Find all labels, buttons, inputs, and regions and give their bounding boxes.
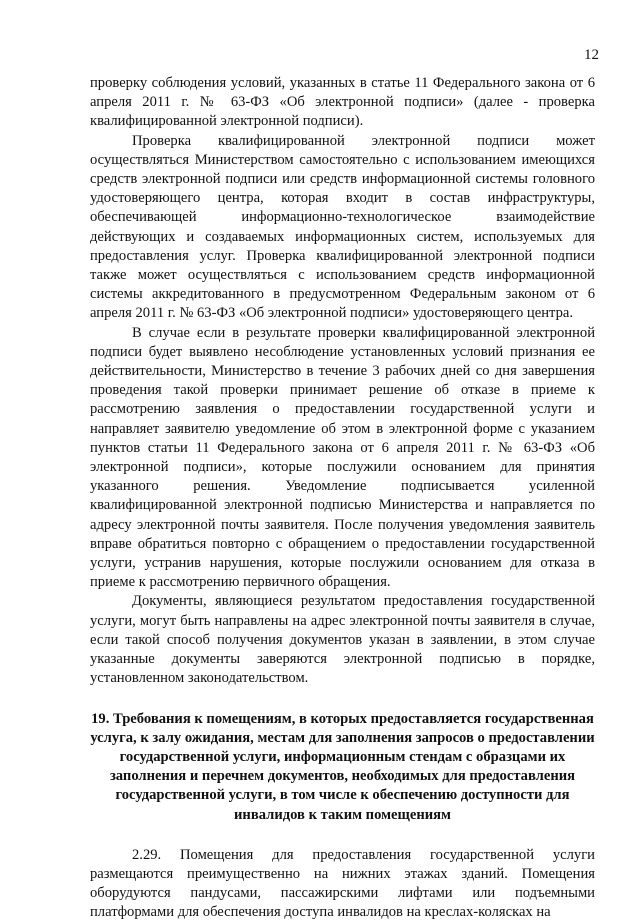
- paragraph-signature-verification: Проверка квалифицированной электронной подписи может осуществляться Министерством самостоятельно с использованием имеющихся средств электронной подписи или средств информационной системы головного удостоверяющего центра, которая входит в состав инфраструктуры, обеспечивающей информационно-технологическое взаимодействие действующих и создаваемых информационных систем, используемых для предоставления услуг. Проверка квалифицированной электронной подписи также может осуществляться с использованием средств информационной системы аккредитованного в предусмотренном Федеральным законом от 6 апреля 2011 г. № 63-ФЗ «Об электронной подписи» удостоверяющего центра.: [90, 132, 595, 322]
- paragraph-refusal-notice: В случае если в результате проверки квалифицированной электронной подписи будет выявлено несоблюдение установленных условий признания ее действительности, Министерство в течение 3 рабочих дней со дня завершения проведения такой проверки принимает решение об отказе в приеме к рассмотрению заявления о предоставлении государственной услуги и направляет заявителю уведомление об этом в электронной форме с указанием пунктов статьи 11 Федерального закона от 6 апреля 2011 г. № 63-ФЗ «Об электронной подписи», которые послужили основанием для принятия указанного решения. Уведомление подписывается усиленной квалифицированной электронной подписью Министерства и направляется по адресу электронной почты заявителя. После получения уведомления заявитель вправе обратиться повторно с обращением о предоставлении государственной услуги, устранив нарушения, которые послужили основанием для отказа в приеме к рассмотрению первичного обращения.: [90, 324, 595, 591]
- paragraph-2-29: 2.29. Помещения для предоставления государственной услуги размещаются преимущественно на нижних этажах зданий. Помещения оборудуются пандусами, пассажирскими лифтами или подъемными платформами для обеспечения доступа инвалидов на креслах-колясках на: [90, 846, 595, 921]
- paragraph-result-documents: Документы, являющиеся результатом предоставления государственной услуги, могут быть направлены на адрес электронной почты заявителя в случае, если такой способ получения документов указан в заявлении, в этом случае указанные документы заверяются электронной подписью в порядке, установленном законодательством.: [90, 593, 595, 687]
- page-number: 12: [584, 47, 599, 63]
- section-heading-19: 19. Требования к помещениям, в которых предоставляется государственная услуга, к залу ожидания, местам для заполнения запросов о предоставлении государственной услуги, информационным стендам с образцами их заполнения и перечнем документов, необходимых для предоставления государственной услуги, в том числе к обеспечению доступности для инвалидов к таким помещениям: [90, 710, 595, 823]
- paragraph-continuation: проверку соблюдения условий, указанных в статье 11 Федерального закона от 6 апреля 2011 г. № 63-ФЗ «Об электронной подписи» (далее - проверка квалифицированной электронной подписи).: [90, 75, 595, 130]
- document-body: [90, 74, 595, 923]
